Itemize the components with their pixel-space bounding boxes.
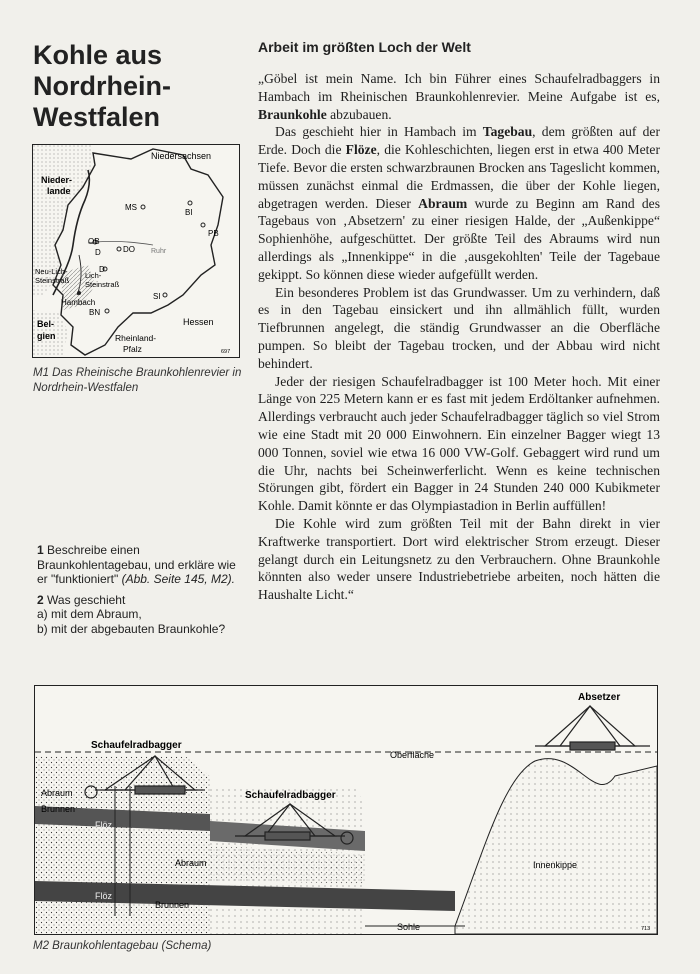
diagram-caption: M2 Braunkohlentagebau (Schema) <box>33 940 212 952</box>
task-1-text: Beschreibe einen Braunkohlentagebau, und erkläre wie er "funktioniert" <box>37 543 236 586</box>
map-label-pb: PB <box>208 229 219 238</box>
map-label-d2: D <box>99 265 105 274</box>
map-label-rheinland-2: Pfalz <box>123 344 142 354</box>
text-span: Das geschieht hier in Hambach im <box>275 124 483 140</box>
diagram-graphic <box>35 686 657 934</box>
map-label-bi: BI <box>185 208 193 217</box>
map-label-lich-1: Lich- <box>85 271 102 280</box>
article-paragraph: Die Kohle wird zum größten Teil mit der Bahn direkt in vier Kraftwerke transportiert. Dort wird elektrischer Strom erzeugt. Dieser gelangt durch ein Leitungsnetz zu den Verbrauchern. Ohne Braunkohle könnten also weder unsere Industriebetriebe arbeiten, noch hätten die Haushalte Licht.“ <box>258 515 660 603</box>
map-label-niederlande-2: lande <box>47 186 71 196</box>
task-1-number: 1 <box>37 543 44 557</box>
map-label-lich-2: Steinstraß <box>85 280 120 289</box>
map-label-d: D <box>95 248 101 257</box>
map-figure <box>32 144 240 358</box>
map-graphic <box>33 145 239 357</box>
map-label-niedersachsen: Niedersachsen <box>151 151 212 161</box>
article-paragraph <box>258 123 660 283</box>
article-body <box>258 70 660 604</box>
article-heading: Arbeit im größten Loch der Welt <box>258 39 471 55</box>
label-floez-2: Flöz <box>95 891 113 901</box>
text-span: abzubauen. <box>326 106 392 122</box>
label-sohle: Sohle <box>397 922 421 932</box>
label-schaufelradbagger-2: Schaufelradbagger <box>245 790 336 801</box>
map-caption: M1 Das Rheinische Braunkohlenrevier in Nordrhein-Westfalen <box>33 367 242 394</box>
map-label-ms: MS <box>125 203 137 212</box>
map-label-ob: OB <box>88 237 100 246</box>
label-absetzer: Absetzer <box>578 692 621 703</box>
label-schaufelradbagger-1: Schaufelradbagger <box>91 740 182 751</box>
spreader-graphic <box>535 706 650 750</box>
label-innenkippe: Innenkippe <box>533 860 578 870</box>
keyword-braunkohle: Braunkohle <box>258 106 327 122</box>
task-2-text: Was geschieht <box>47 592 126 607</box>
map-label-hessen: Hessen <box>183 317 214 327</box>
keyword-tagebau: Tagebau <box>482 124 533 140</box>
text-span: wurde zu Beginn am Rand des Tagebaus von ‚Absetzern' zu einer riesigen Halde, der „Außenkippe“ Sophienhöhe, aufgeschüttet. Der größte Teil des Abraums wird nun allerdings als „Innenkippe“ in die ‚ausgekohlten' Teile der Tagebaue gekippt. So können diese wieder aufgefüllt werden. <box>258 195 660 282</box>
article-paragraph <box>258 70 660 123</box>
keyword-abraum: Abraum <box>418 195 468 211</box>
task-1-reference: (Abb. Seite 145, M2). <box>121 572 235 586</box>
task-2-b: b) mit der abgebauten Braunkohle? <box>37 621 226 636</box>
label-floez-1: Flöz <box>95 820 113 830</box>
keyword-floeze: Flöze <box>345 142 377 158</box>
map-label-belgien-1: Bel- <box>37 319 55 329</box>
article-paragraph: Ein besonderes Problem ist das Grundwasser. Um zu verhindern, daß es in den Tagebau einsickert und ihn allmählich füllt, wurden Tiefbrunnen angelegt, die ständig Grundwasser an die Oberfläche pumpen. So bleibt der Tagebau trocken, und der Abbau wird nicht behindert. <box>258 284 660 371</box>
text-span: , dem größten auf der Erde. Doch die <box>258 124 660 158</box>
label-brunnen-1: Brunnen <box>41 804 76 814</box>
map-label-niederlande-1: Nieder- <box>41 175 73 185</box>
label-abraum-mid: Abraum <box>175 858 207 868</box>
map-label-hambach: Hambach <box>61 298 96 307</box>
label-oberflaeche: Oberfläche <box>390 750 435 760</box>
map-label-neulich-1: Neu-Lich- <box>35 267 68 276</box>
map-label-ruhr: Ruhr <box>151 248 167 255</box>
map-label-belgien-2: gien <box>37 331 56 341</box>
article-paragraph: Jeder der riesigen Schaufelradbagger ist 100 Meter hoch. Mit einer Länge von 225 Metern kann er es fast mit jedem Erdöltanker aufnehmen. Allerdings verbraucht auch jeder Schaufelradbagger täglich so viel Strom wie eine Stadt mit 20 000 Einwohnern. Ein einzelner Bagger wiegt 13 000 Tonnen, soviel wie etwa 16 000 VW-Golf. Gebaggert wird rund um die Uhr, nachts bei Scheinwerferlicht. Wenn es keine technischen Störungen gibt, fördert ein Bagger in 24 Stunden 240 000 Kubikmeter Kohle. Damit könnte er das Olympiastadion in Berlin auffüllen! <box>258 373 660 514</box>
map-label-neulich-2: Steinstraß <box>35 276 70 285</box>
task-2-number: 2 <box>37 592 44 607</box>
diagram-figure <box>34 685 658 935</box>
page-title: Kohle aus Nordrhein-Westfalen <box>33 40 171 132</box>
task-list <box>37 543 247 642</box>
label-abraum-top: Abraum <box>41 788 73 798</box>
text-span: , die Kohleschichten, liegen erst in etwa 400 Meter Tiefe. Bevor die ersten schwarzbraunen Brocken ans Tageslicht kommen, müssen zunächst einmal die Erdmassen, die über der Kohle liegen, abgetragen werden. Dieser <box>258 142 660 211</box>
map-label-rheinland-1: Rheinland- <box>115 333 157 343</box>
map-label-do: DO <box>123 245 135 254</box>
map-label-code: 697 <box>221 349 231 355</box>
task-1 <box>37 543 247 587</box>
map-label-si: SI <box>153 292 161 301</box>
label-brunnen-2: Brunnen <box>155 900 190 910</box>
map-label-bn: BN <box>89 308 101 317</box>
task-2-a: a) mit dem Abraum, <box>37 607 142 621</box>
task-2 <box>37 593 247 637</box>
label-diagram-code: 713 <box>641 926 651 932</box>
text-span: „Göbel ist mein Name. Ich bin Führer eines Schaufelradbaggers in Hambach im Rheinischen Braunkohlenrevier. Meine Aufgabe ist es, <box>258 71 660 104</box>
